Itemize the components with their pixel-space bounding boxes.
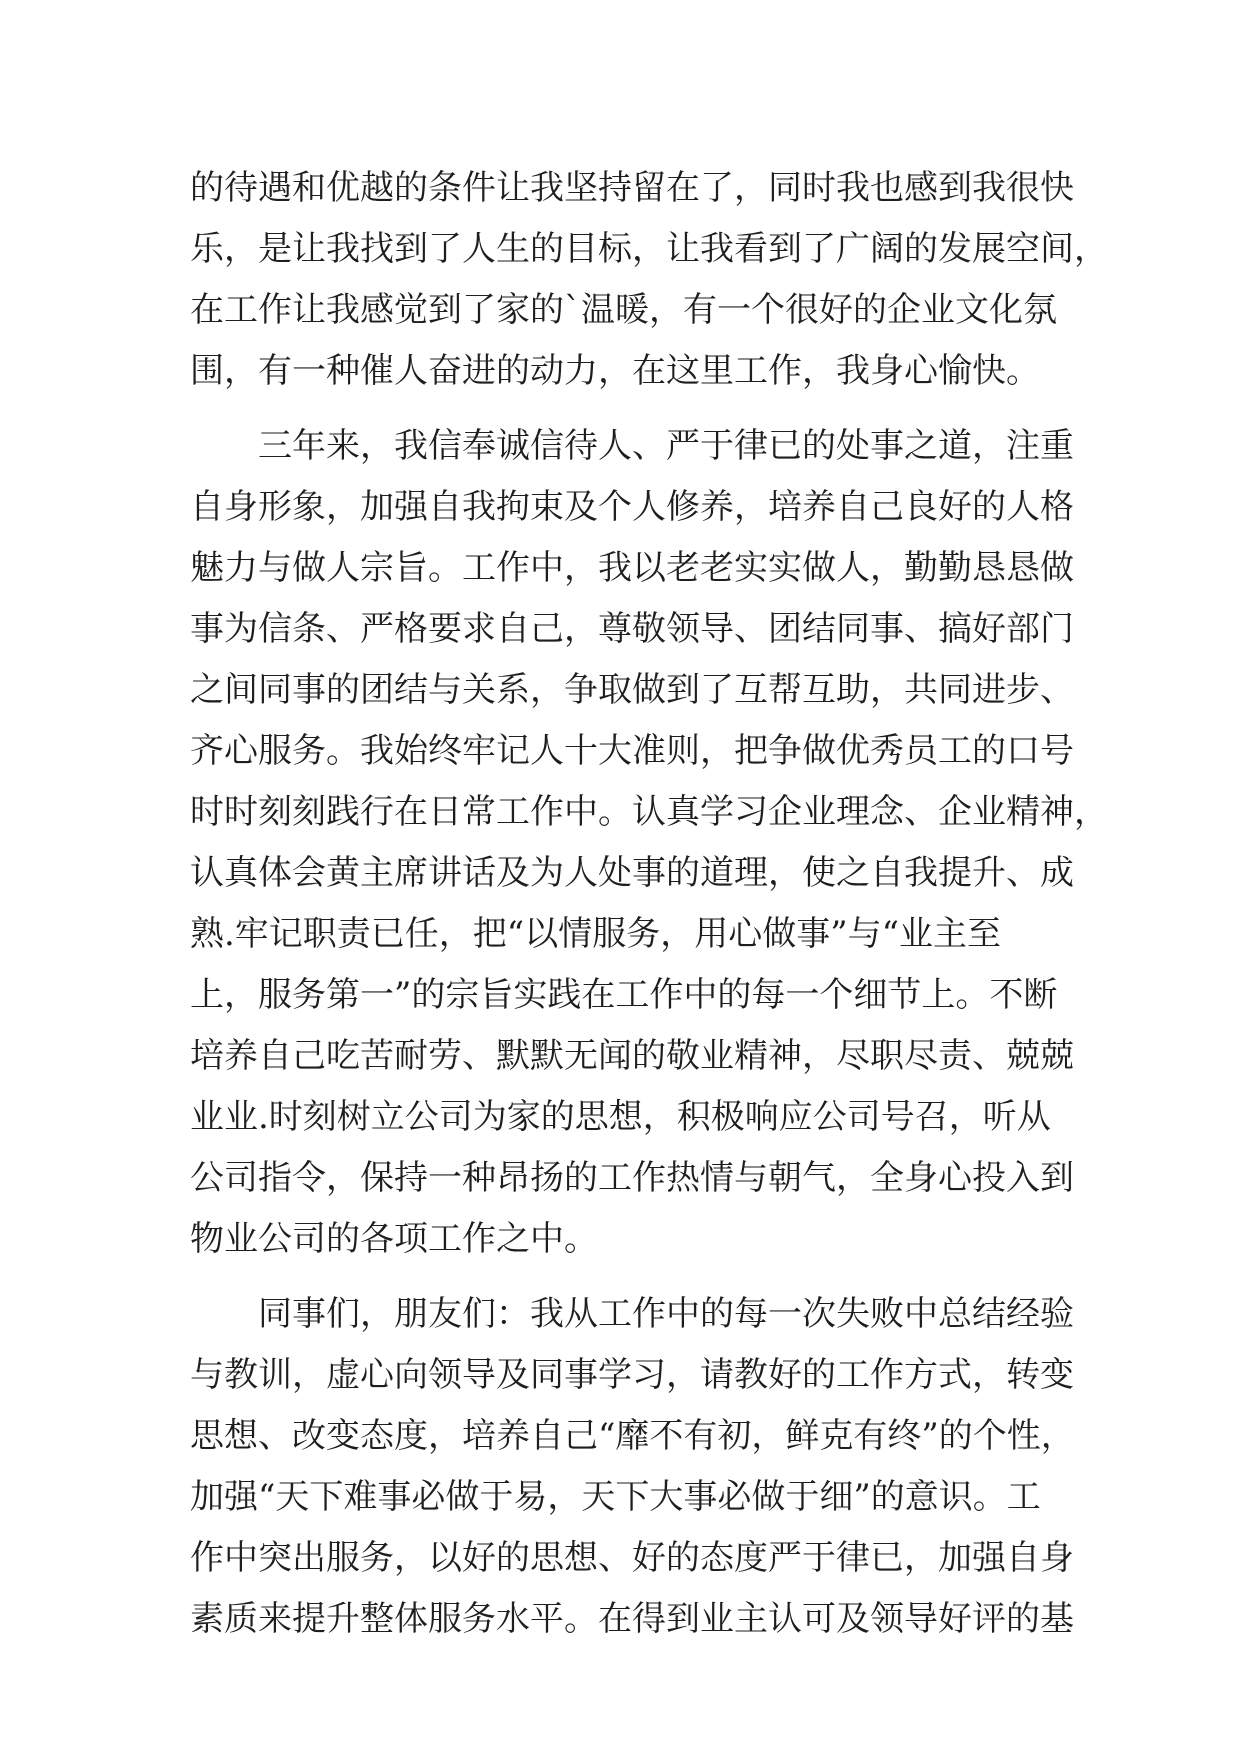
text-line: 物业公司的各项工作之中。	[190, 1219, 598, 1259]
text-line: 作中突出服务，以好的思想、好的态度严于律已，加强自身	[190, 1538, 1074, 1578]
paragraph-spacer	[190, 402, 1070, 416]
text-line: 时时刻刻践行在日常工作中。认真学习企业理念、企业精神，	[190, 792, 1108, 832]
paragraph-1	[190, 158, 1108, 402]
text-line: 培养自己吃苦耐劳、默默无闻的敬业精神，尽职尽责、兢兢	[190, 1036, 1074, 1076]
text-line: 的待遇和优越的条件让我坚持留在了，同时我也感到我很快	[190, 168, 1074, 208]
text-line: 同事们，朋友们：我从工作中的每一次失败中总结经验	[258, 1294, 1074, 1334]
paragraph-3	[190, 1284, 1075, 1650]
text-line: 熟.牢记职责已任，把“以情服务，用心做事”与“业主至	[190, 914, 1001, 954]
paragraph-spacer	[190, 1270, 1070, 1284]
text-line: 认真体会黄主席讲话及为人处事的道理，使之自我提升、成	[190, 853, 1074, 893]
text-line: 公司指令，保持一种昂扬的工作热情与朝气，全身心投入到	[190, 1158, 1074, 1198]
text-line: 思想、改变态度，培养自己“靡不有初，鲜克有终”的个性，	[190, 1416, 1075, 1456]
text-line: 围，有一种催人奋进的动力，在这里工作，我身心愉快。	[190, 351, 1040, 391]
text-line: 上，服务第一”的宗旨实践在工作中的每一个细节上。不断	[190, 975, 1058, 1015]
document-body	[190, 158, 1108, 1650]
text-line: 三年来，我信奉诚信待人、严于律已的处事之道，注重	[258, 426, 1074, 466]
text-line: 在工作让我感觉到了家的`温暖，有一个很好的企业文化氛	[190, 290, 1057, 330]
text-line: 乐，是让我找到了人生的目标，让我看到了广阔的发展空间，	[190, 229, 1108, 269]
text-line: 与教训，虚心向领导及同事学习，请教好的工作方式，转变	[190, 1355, 1074, 1395]
text-line: 素质来提升整体服务水平。在得到业主认可及领导好评的基	[190, 1599, 1074, 1639]
text-line: 魅力与做人宗旨。工作中，我以老老实实做人，勤勤恳恳做	[190, 548, 1074, 588]
text-line: 之间同事的团结与关系，争取做到了互帮互助，共同进步、	[190, 670, 1074, 710]
paragraph-2	[190, 416, 1108, 1270]
text-line: 加强“天下难事必做于易，天下大事必做于细”的意识。工	[190, 1477, 1041, 1517]
text-line: 业业.时刻树立公司为家的思想，积极响应公司号召，听从	[190, 1097, 1051, 1137]
text-line: 齐心服务。我始终牢记人十大准则，把争做优秀员工的口号	[190, 731, 1074, 771]
text-line: 事为信条、严格要求自己，尊敬领导、团结同事、搞好部门	[190, 609, 1074, 649]
text-line: 自身形象，加强自我拘束及个人修养，培养自己良好的人格	[190, 487, 1074, 527]
